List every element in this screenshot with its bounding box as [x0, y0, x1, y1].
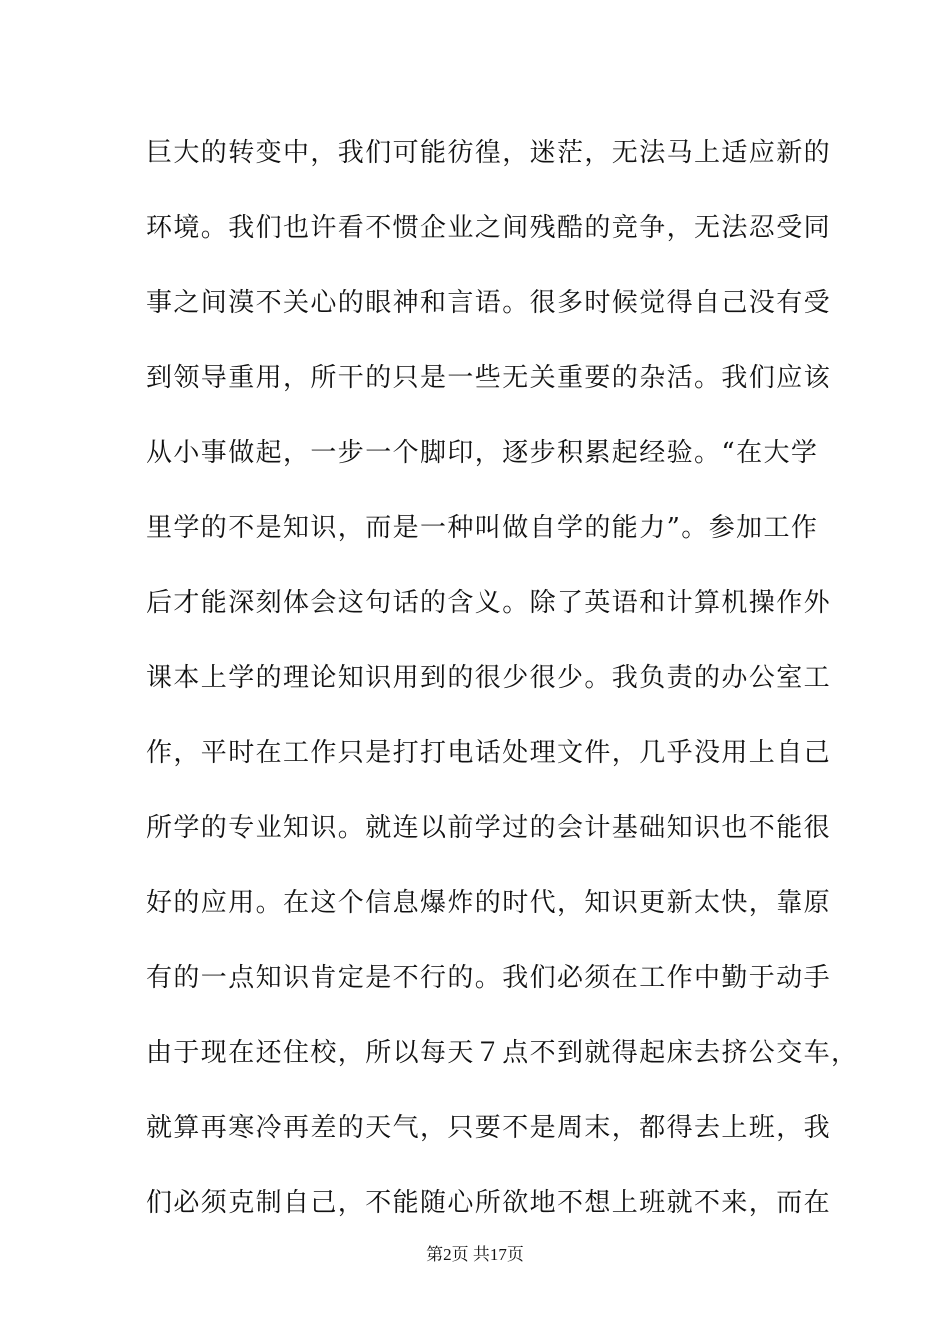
text-line: 作，平时在工作只是打打电话处理文件，几乎没用上自己 [146, 738, 832, 768]
text-line: 课本上学的理论知识用到的很少很少。我负责的办公室工 [146, 663, 832, 693]
text-line: 所学的专业知识。就连以前学过的会计基础知识也不能很 [146, 813, 832, 843]
text-line: 环境。我们也许看不惯企业之间残酷的竞争，无法忍受同 [146, 213, 832, 243]
text-line: 好的应用。在这个信息爆炸的时代，知识更新太快，靠原 [146, 888, 832, 918]
text-line: 到领导重用，所干的只是一些无关重要的杂活。我们应该 [146, 363, 832, 393]
page-number-footer: 第2页 共17页 [426, 1245, 524, 1264]
text-line: 巨大的转变中，我们可能彷徨，迷茫，无法马上适应新的 [146, 138, 832, 168]
text-line: 后才能深刻体会这句话的含义。除了英语和计算机操作外 [146, 588, 832, 618]
body-text [146, 128, 859, 1253]
text-line: 从小事做起，一步一个脚印，逐步积累起经验。“在大学 [146, 438, 819, 468]
text-line: 们必须克制自己，不能随心所欲地不想上班就不来，而在 [146, 1188, 832, 1218]
text-line: 就算再寒冷再差的天气，只要不是周末，都得去上班，我 [146, 1113, 832, 1143]
text-line: 由于现在还住校，所以每天７点不到就得起床去挤公交车， [146, 1038, 859, 1068]
text-line: 里学的不是知识，而是一种叫做自学的能力”。参加工作 [146, 513, 819, 543]
text-line: 有的一点知识肯定是不行的。我们必须在工作中勤于动手 [146, 963, 832, 993]
text-line: 事之间漠不关心的眼神和言语。很多时候觉得自己没有受 [146, 288, 832, 318]
